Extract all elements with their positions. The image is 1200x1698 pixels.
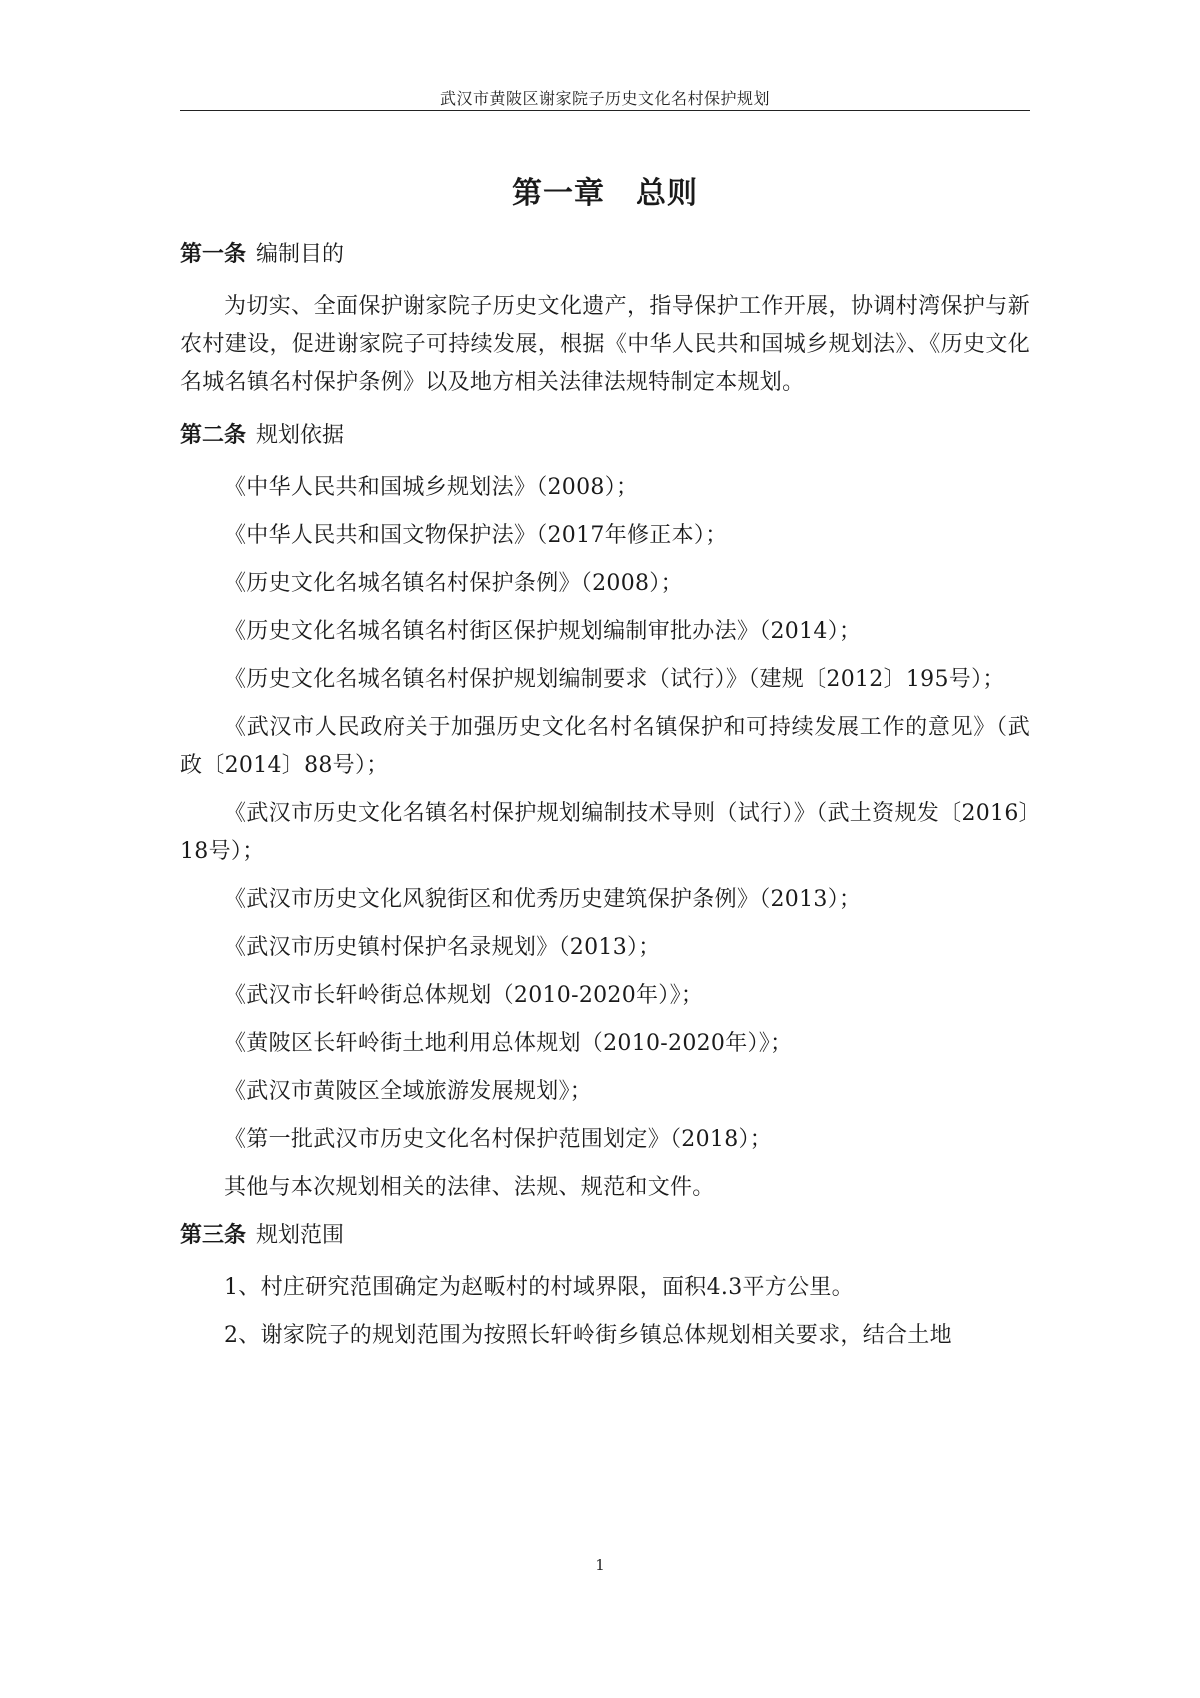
body-paragraph: 2、谢家院子的规划范围为按照长轩岭街乡镇总体规划相关要求，结合土地 xyxy=(224,1323,952,1348)
article-title: 编制目的 xyxy=(256,242,345,267)
article-number: 第二条 xyxy=(180,423,247,448)
header-divider xyxy=(180,110,1030,111)
reference-item: 《历史文化名城名镇名村保护规划编制要求（试行）》（建规〔2012〕195号）； xyxy=(224,667,1005,692)
reference-item: 《武汉市人民政府关于加强历史文化名村名镇保护和可持续发展工作的意见》（武政〔2014〕88号）； xyxy=(180,715,1030,778)
article-title: 规划范围 xyxy=(256,1223,345,1248)
reference-item: 《第一批武汉市历史文化名村保护范围划定》（2018）； xyxy=(224,1127,773,1152)
reference-item: 《武汉市历史文化名镇名村保护规划编制技术导则（试行）》（武土资规发〔2016〕18号）； xyxy=(180,801,1030,864)
reference-item: 《黄陂区长轩岭街土地利用总体规划（2010-2020年）》； xyxy=(224,1031,793,1056)
reference-item: 《中华人民共和国文物保护法》（2017年修正本）； xyxy=(224,523,728,548)
running-header: 武汉市黄陂区谢家院子历史文化名村保护规划 xyxy=(439,89,770,108)
reference-item: 《历史文化名城名镇名村保护条例》（2008）； xyxy=(224,571,683,596)
reference-item: 《武汉市长轩岭街总体规划（2010-2020年）》； xyxy=(224,983,704,1008)
page-number: 1 xyxy=(595,1556,605,1574)
reference-item: 《历史文化名城名镇名村街区保护规划编制审批办法》（2014）； xyxy=(224,619,862,644)
document-body xyxy=(180,236,1030,1365)
body-paragraph: 为切实、全面保护谢家院子历史文化遗产，指导保护工作开展，协调村湾保护与新农村建设，促进谢家院子可持续发展，根据《中华人民共和国城乡规划法》、《历史文化名城名镇名村保护条例》以及地方相关法律法规特制定本规划。 xyxy=(180,294,1030,395)
reference-item: 《武汉市历史文化风貌街区和优秀历史建筑保护条例》（2013）； xyxy=(224,887,862,912)
article-heading xyxy=(180,417,1030,455)
article-heading xyxy=(180,236,1030,274)
reference-item: 《武汉市历史镇村保护名录规划》（2013）； xyxy=(224,935,661,960)
article-heading xyxy=(180,1217,1030,1255)
reference-item: 《武汉市黄陂区全域旅游发展规划》； xyxy=(224,1079,593,1104)
article-number: 第三条 xyxy=(180,1223,247,1248)
article-number: 第一条 xyxy=(180,242,247,267)
body-paragraph: 1、村庄研究范围确定为赵畈村的村域界限，面积4.3平方公里。 xyxy=(224,1275,854,1300)
chapter-title: 第一章 总则 xyxy=(512,176,698,211)
reference-item: 其他与本次规划相关的法律、法规、规范和文件。 xyxy=(224,1175,715,1200)
reference-item: 《中华人民共和国城乡规划法》（2008）； xyxy=(224,475,639,500)
article-title: 规划依据 xyxy=(256,423,345,448)
